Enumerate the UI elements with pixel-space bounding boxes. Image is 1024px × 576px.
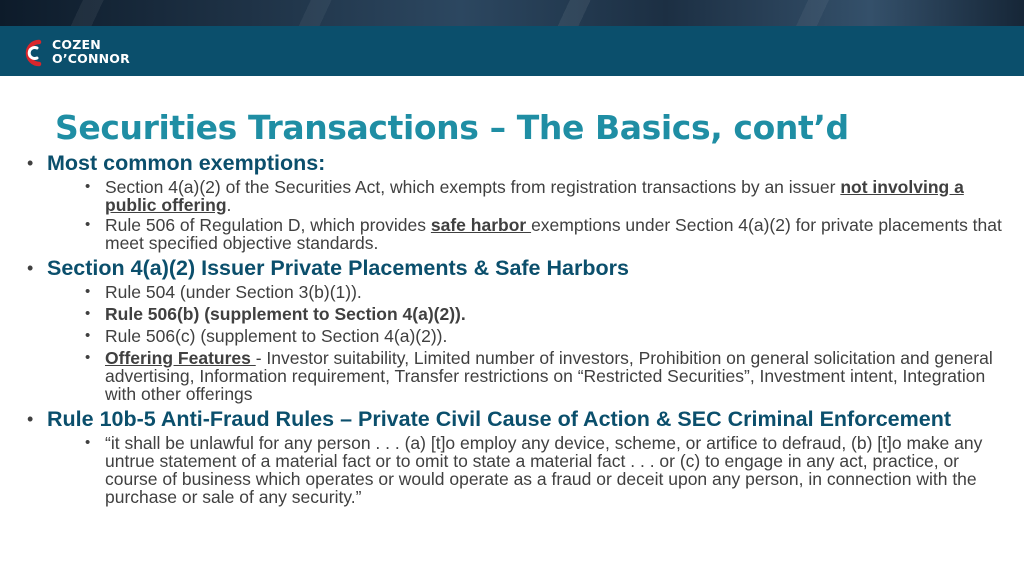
section-heading-exemptions: • Most common exemptions: bbox=[27, 152, 1002, 174]
bullet-text-bold: Rule 506(b) (supplement to Section 4(a)(2)). bbox=[105, 304, 466, 324]
company-logo bbox=[22, 37, 132, 69]
emphasis-offering-features: Offering Features bbox=[105, 348, 256, 368]
bullet-text-tail: . bbox=[226, 195, 232, 215]
logo-line-1: COZEN bbox=[52, 37, 101, 52]
bullet-text: Rule 506(c) (supplement to Section 4(a)(2)). bbox=[105, 326, 448, 346]
bullet-text: Section 4(a)(2) of the Securities Act, which exempts from registration transactions by an issuer bbox=[105, 177, 841, 197]
bullet-text-tail: exemptions under Section 4(a)(2) for private placements that meet specified objective standards. bbox=[105, 215, 1002, 253]
bullet-rule-506b bbox=[85, 305, 1002, 323]
slide-title: Securities Transactions – The Basics, cont’d bbox=[55, 108, 849, 147]
logo-wordmark bbox=[52, 38, 130, 66]
emphasis-not-public-offering: not involving a public offering bbox=[105, 177, 964, 215]
bullet-text: Rule 504 (under Section 3(b)(1)). bbox=[105, 282, 362, 302]
bullet-text: “it shall be unlawful for any person . . . (a) [t]o employ any device, scheme, or artifice to defraud, (b) [t]o make any untrue statement of a material fact or to omit to state a material fact . . . or (c) to engage in any act, practice, or course of business which operates or would operate as a fraud or deceit upon any person, in connection with the purchase or sale of any security.” bbox=[105, 433, 983, 507]
bullet-rule-506 bbox=[85, 216, 1002, 252]
emphasis-safe-harbor: safe harbor bbox=[430, 215, 532, 235]
bullet-rule-504 bbox=[85, 283, 1002, 301]
brand-bar bbox=[0, 26, 1024, 76]
bullet-text-tail: - Investor suitability, Limited number of investors, Prohibition on general solicitation and general advertising, Information requirement, Transfer restrictions on “Restricted Securities”, Investment intent, Integration with other offerings bbox=[105, 348, 993, 404]
bullet-offering-features bbox=[85, 349, 1002, 403]
section-heading-private-placements: • Section 4(a)(2) Issuer Private Placements & Safe Harbors bbox=[27, 257, 1002, 279]
bullet-rule-10b5-quote bbox=[85, 434, 1002, 506]
bullet-rule-506c bbox=[85, 327, 1002, 345]
logo-mark-icon bbox=[22, 39, 46, 67]
section-heading-rule-10b5: • Rule 10b-5 Anti-Fraud Rules – Private Civil Cause of Action & SEC Criminal Enforcement bbox=[27, 408, 1002, 430]
header-photo-strip bbox=[0, 0, 1024, 26]
bullet-text: Rule 506 of Regulation D, which provides bbox=[105, 215, 431, 235]
logo-line-2: O’CONNOR bbox=[52, 51, 130, 66]
slide-body bbox=[27, 152, 1002, 506]
bullet-section-4a2 bbox=[85, 178, 1002, 214]
